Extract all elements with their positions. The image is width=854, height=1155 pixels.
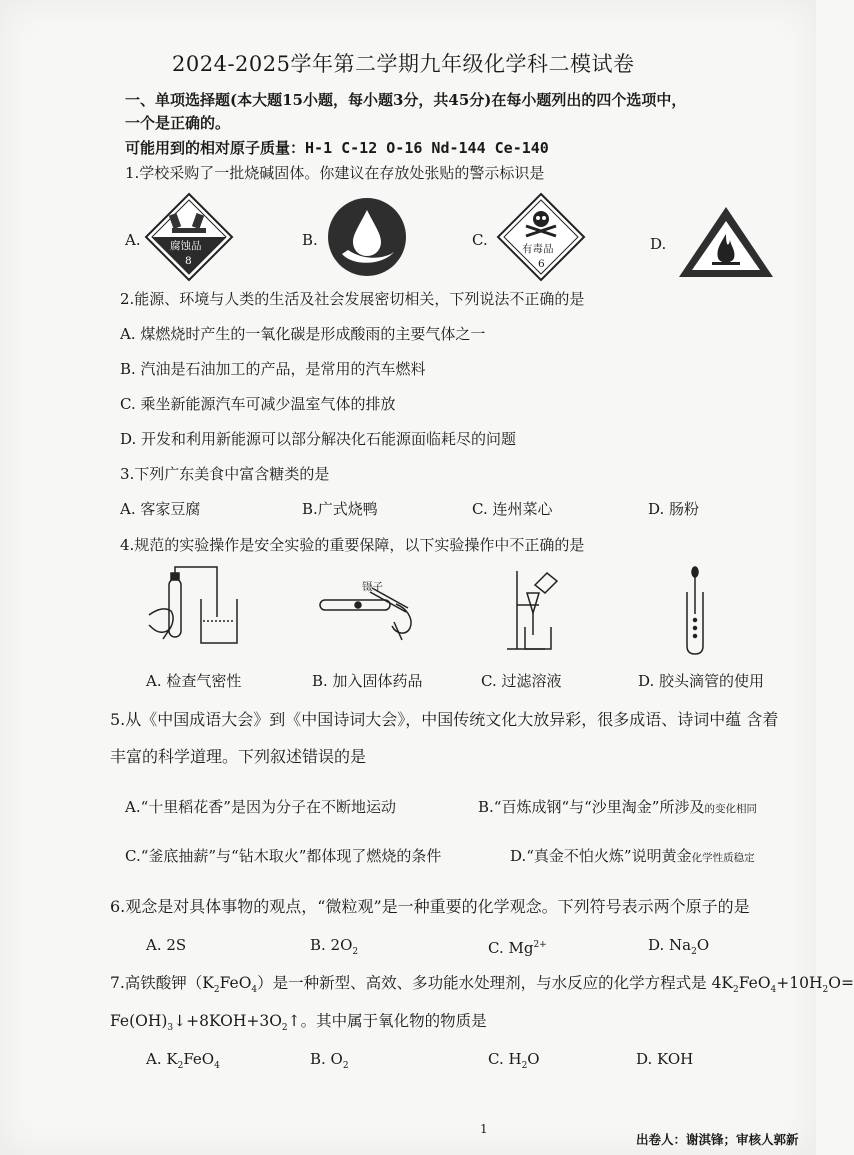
corrosive-sign-icon xyxy=(144,192,234,282)
q2-option-a: A. 煤燃烧时产生的一氧化碳是形成酸雨的主要气体之一 xyxy=(120,325,486,343)
q6-option-a: A. 2S xyxy=(146,936,187,954)
q7-option-a: A. $K_2FeO_4$ xyxy=(146,1050,220,1071)
q1-option-b: B. xyxy=(302,231,318,249)
q5-option-c: C.“釜底抽薪”与“钻木取火”都体现了燃烧的条件 xyxy=(125,847,442,865)
tweezers-label: 镊子 xyxy=(362,581,383,593)
q5-option-a: A.“十里稻花香”是因为分子在不断地运动 xyxy=(125,798,396,816)
q6-option-c: C. $Mg^{2+}$ xyxy=(488,939,547,957)
q4-option-a: A. 检查气密性 xyxy=(146,672,242,690)
q4-option-d: D. 胶头滴管的使用 xyxy=(638,672,765,690)
page-title: 2024-2025学年第二学期九年级化学科二模试卷 xyxy=(172,52,635,76)
q5-stem-cont: 丰富的科学道理。下列叙述错误的是 xyxy=(110,747,367,766)
q6-option-b: B. $2O_2$ xyxy=(310,936,359,957)
q5-option-d: D.“真金不怕火炼”说明黄金化学性质稳定 xyxy=(510,847,755,865)
q4-option-c: C. 过滤溶液 xyxy=(481,672,562,690)
corrosive-sign-label: 腐蚀品 xyxy=(170,240,202,252)
q5-option-b: B.“百炼成钢“与“沙里淘金”所涉及的变化相同 xyxy=(478,798,757,816)
q2-option-b: B. 汽油是石油加工的产品，是常用的汽车燃料 xyxy=(120,360,426,378)
q4-stem: 4.规范的实验操作是安全实验的重要保障，以下实验操作中不正确的是 xyxy=(120,536,585,554)
airtightness-apparatus-icon xyxy=(145,565,245,655)
toxic-sign-number: 6 xyxy=(538,258,545,270)
q5-stem: 5.从《中国成语大会》到《中国诗词大会》，中国传统文化大放异彩，很多成语、诗词中蕴 含着 xyxy=(110,710,779,729)
q7-stem: 7.高铁酸钾$(K_2FeO_4)$是一种新型、高效、多功能水处理剂，与水反应的化学方程式是 $4K_2FeO_4+10H_2O=$ xyxy=(110,974,854,996)
q2-option-c: C. 乘坐新能源汽车可减少温室气体的排放 xyxy=(120,395,396,413)
q1-option-a: A. xyxy=(125,231,141,249)
q3-option-a: A. 客家豆腐 xyxy=(120,500,201,518)
filtration-apparatus-icon xyxy=(505,565,565,657)
q4-option-b: B. 加入固体药品 xyxy=(312,672,423,690)
q3-option-d: D. 肠粉 xyxy=(648,500,700,518)
section-heading-cont: 一个是正确的。 xyxy=(125,114,231,132)
q3-option-b: B.广式烧鸭 xyxy=(302,500,378,518)
q2-stem: 2.能源、环境与人类的生活及社会发展密切相关，下列说法不正确的是 xyxy=(120,290,585,308)
water-drop-sign-icon xyxy=(326,196,408,278)
dropper-test-tube-icon xyxy=(680,566,710,656)
q2-option-d: D. 开发和利用新能源可以部分解决化石能源面临耗尽的问题 xyxy=(120,430,517,448)
flammable-sign-icon xyxy=(676,204,776,280)
atomic-masses: 可能用到的相对原子质量：H-1 C-12 O-16 Nd-144 Ce-140 xyxy=(125,139,549,157)
q3-option-c: C. 连州菜心 xyxy=(472,500,553,518)
q1-option-c: C. xyxy=(472,231,488,249)
section-heading: 一、单项选择题(本大题15小题，每小题3分，共45分)在每小题列出的四个选项中， xyxy=(125,91,687,109)
q3-stem: 3.下列广东美食中富含糖类的是 xyxy=(120,465,330,483)
q1-stem: 1.学校采购了一批烧碱固体。你建议在存放处张贴的警示标识是 xyxy=(125,164,545,182)
authors-footer: 出卷人：谢淇锋；审核人郭新 xyxy=(636,1132,799,1147)
corrosive-sign-number: 8 xyxy=(185,255,192,267)
q6-option-d: D. $Na_2O$ xyxy=(648,936,710,957)
q7-option-c: C. $H_2O$ xyxy=(488,1050,540,1071)
q7-stem-cont: $Fe(OH)_3↓+8KOH+3O_2↑$。其中属于氧化物的物质是 xyxy=(110,1012,487,1034)
page-number: 1 xyxy=(480,1122,488,1136)
q7-option-d: D. KOH xyxy=(636,1050,694,1068)
q7-option-b: B. $O_2$ xyxy=(310,1050,349,1071)
q6-stem: 6.观念是对具体事物的观点，“微粒观”是一种重要的化学观念。下列符号表示两个原子的是 xyxy=(110,897,750,916)
toxic-sign-label: 有毒品 xyxy=(522,243,554,255)
q1-option-d: D. xyxy=(650,235,667,253)
